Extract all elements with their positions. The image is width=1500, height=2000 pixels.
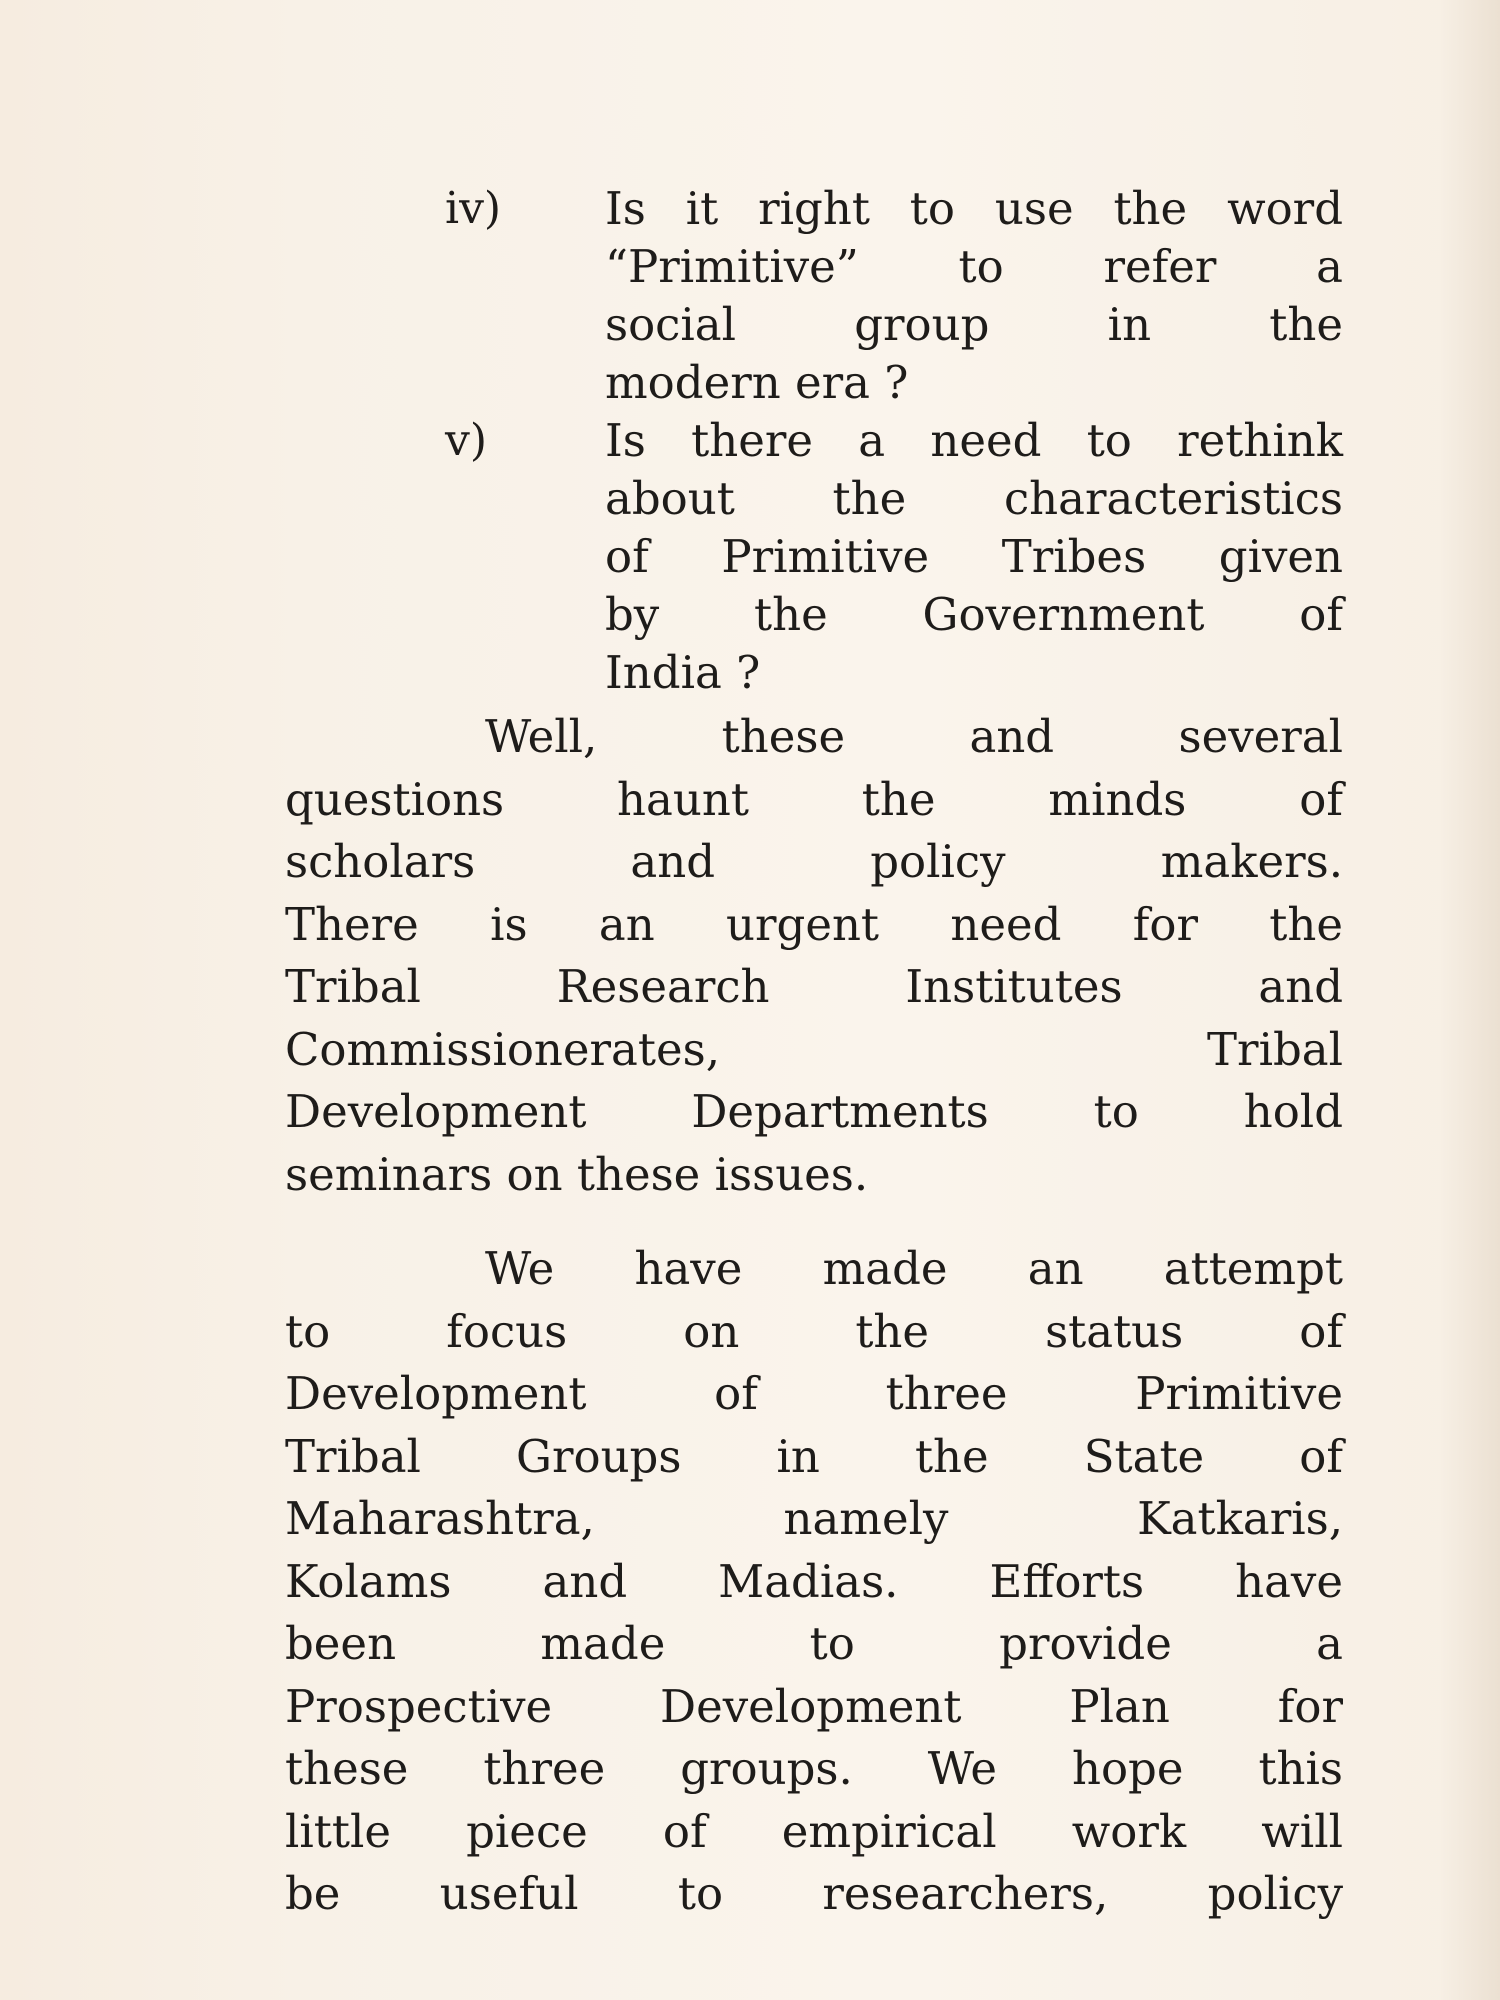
text-line: Development Departments to hold [285,1085,1343,1138]
text-line: social group in the [605,298,1343,351]
text-line: Kolams and Madias. Efforts have [285,1554,1343,1608]
text-line: India ? [605,646,761,699]
list-numeral: v) [445,415,488,466]
list-item-text [605,412,1343,702]
page-edge-shadow [1440,0,1500,2000]
text-line: of Primitive Tribes given [605,530,1343,583]
text-line: been made to provide a [285,1617,1343,1670]
text-line: modern era ? [605,356,909,409]
text-line: Tribal Research Institutes and [285,960,1343,1013]
list-numeral: iv) [445,183,502,234]
text-line: little piece of empirical work will [285,1804,1343,1858]
text-line: to focus on the status of [285,1304,1343,1358]
text-line: “Primitive” to refer a [605,240,1343,293]
text-line: by the Government of [605,588,1343,641]
text-line: Development of three Primitive [285,1367,1343,1420]
text-line: There is an urgent need for the [285,897,1343,951]
list-item-v [285,412,1343,702]
text-line: We have made an attempt [485,1242,1343,1295]
text-line: Tribal Groups in the State of [285,1429,1343,1483]
text-line: Is it right to use the word [605,182,1343,235]
list-item-text [605,180,1343,412]
paragraph [285,1238,1343,1926]
paragraph [285,706,1343,1206]
text-line: about the characteristics [605,472,1343,525]
text-line: seminars on these issues. [285,1147,869,1201]
text-line: Commissionerates, Tribal [285,1022,1343,1076]
text-line: be useful to researchers, policy [285,1867,1343,1920]
text-line: questions haunt the minds of [285,772,1343,826]
text-line: these three groups. We hope this [285,1742,1343,1795]
text-line: Prospective Development Plan for [285,1679,1343,1733]
text-line: scholars and policy makers. [285,835,1343,888]
text-line: Is there a need to rethink [605,414,1343,467]
list-item-iv [285,180,1343,412]
text-line: Maharashtra, namely Katkaris, [285,1492,1343,1545]
page-text [285,180,1343,1926]
text-line: Well, these and several [485,710,1343,763]
